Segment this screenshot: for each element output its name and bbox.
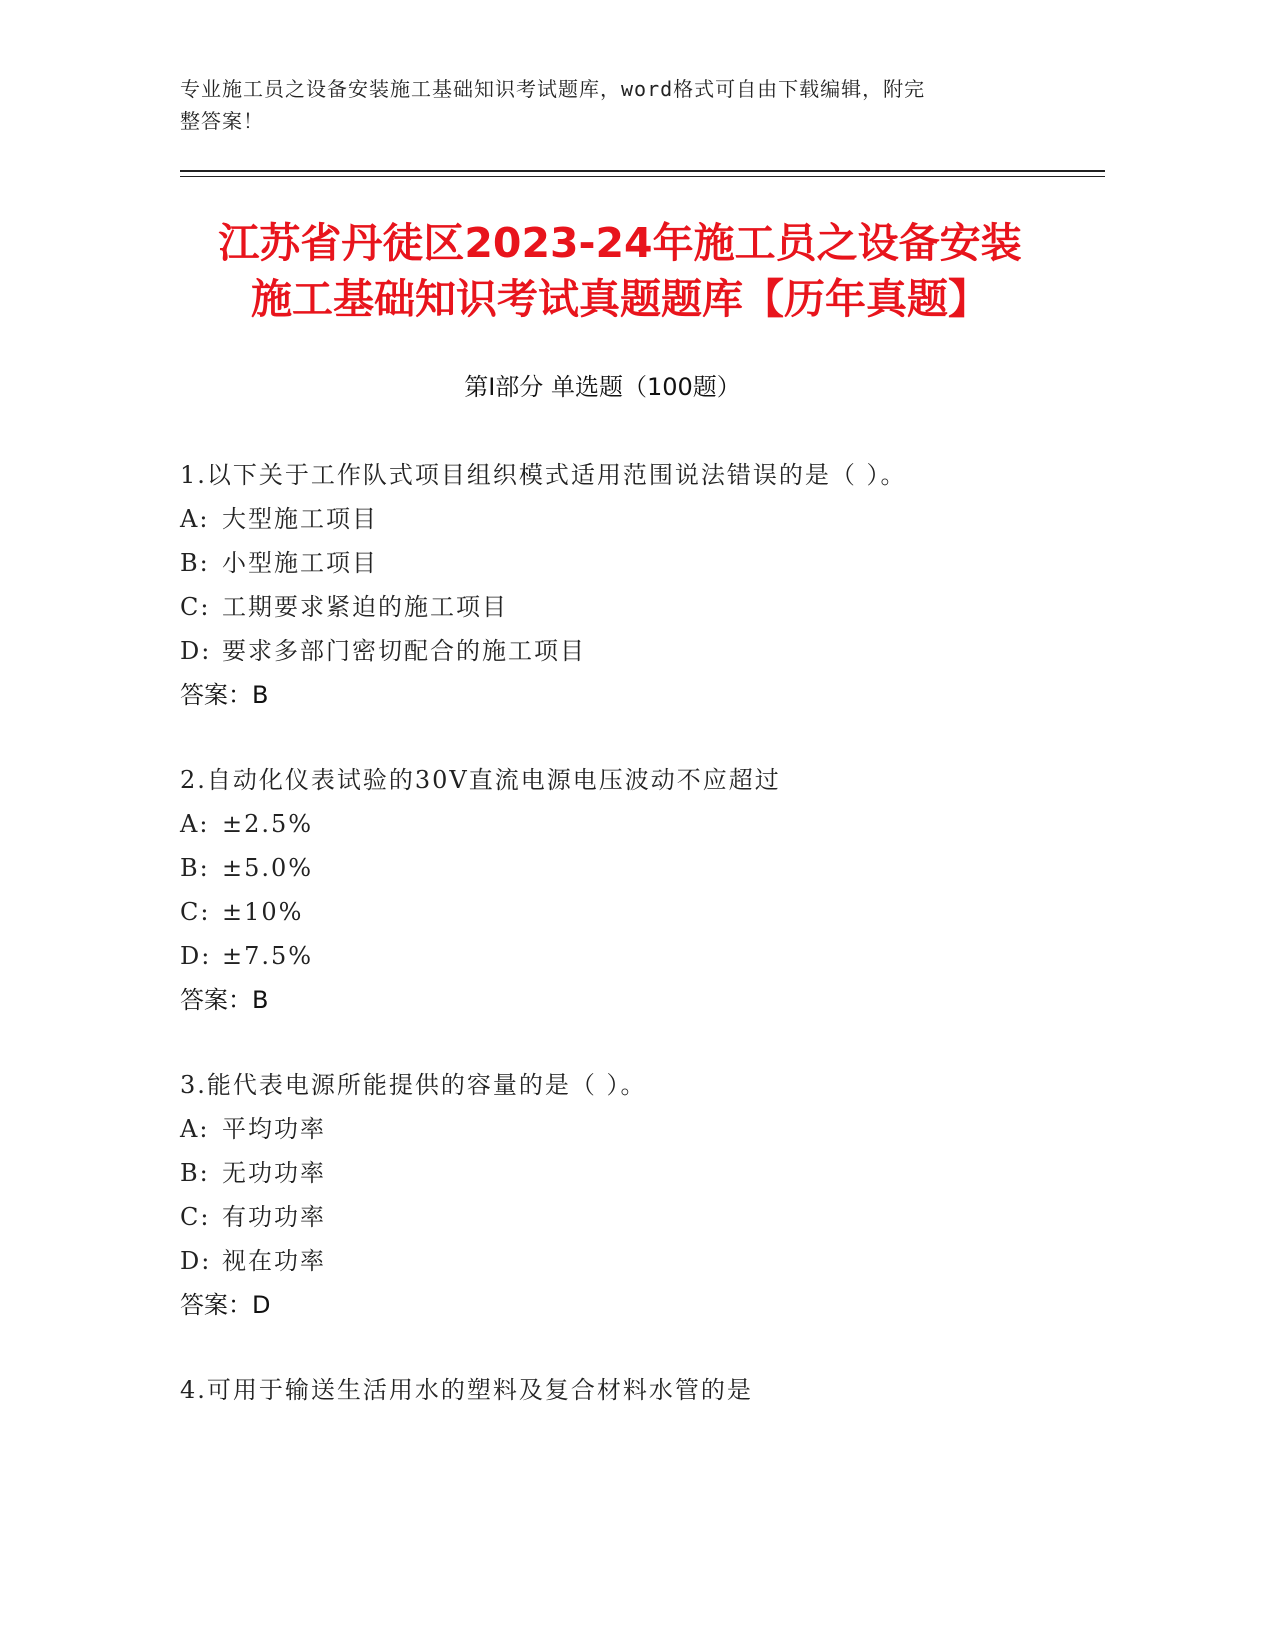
option-text: 有功功率: [222, 1203, 326, 1231]
option-a: [180, 1113, 1100, 1157]
option-text: 视在功率: [222, 1247, 326, 1275]
question-4: [180, 1374, 1100, 1418]
option-text: 工期要求紧迫的施工项目: [222, 593, 508, 621]
question-3: [180, 1069, 1100, 1333]
option-c: [180, 896, 1100, 940]
option-d: [180, 1245, 1100, 1289]
option-key: A:: [180, 1115, 210, 1143]
question-stem: 4.可用于输送生活用水的塑料及复合材料水管的是: [180, 1376, 753, 1404]
option-d: [180, 635, 1100, 679]
option-key: B:: [180, 854, 210, 882]
option-a: [180, 503, 1100, 547]
intro-text: [180, 73, 1040, 137]
header-divider: [180, 170, 1105, 172]
option-b: [180, 852, 1100, 896]
option-text: ±5.0%: [222, 854, 314, 882]
option-text: 平均功率: [222, 1115, 326, 1143]
intro-line: 整答案！: [180, 109, 264, 133]
option-d: [180, 940, 1100, 984]
title-line: 施工基础知识考试真题题库【历年真题】: [251, 275, 989, 323]
question-stem: 2.自动化仪表试验的30V直流电源电压波动不应超过: [180, 766, 781, 794]
option-key: B:: [180, 549, 210, 577]
option-b: [180, 1157, 1100, 1201]
option-c: [180, 1201, 1100, 1245]
answer-label: 答案：B: [180, 986, 269, 1014]
option-key: D:: [180, 942, 212, 970]
header-divider-thin: [180, 176, 1105, 177]
option-text: ±2.5%: [222, 810, 314, 838]
option-a: [180, 808, 1100, 852]
intro-line: 专业施工员之设备安装施工基础知识考试题库，word格式可自由下载编辑，附完: [180, 77, 926, 101]
option-c: [180, 591, 1100, 635]
option-key: D:: [180, 637, 212, 665]
question-1: [180, 459, 1100, 723]
option-key: D:: [180, 1247, 212, 1275]
answer-label: 答案：D: [180, 1291, 271, 1319]
option-key: C:: [180, 593, 211, 621]
option-text: ±10%: [222, 898, 304, 926]
option-text: 无功功率: [222, 1159, 326, 1187]
question-stem: 3.能代表电源所能提供的容量的是（ ）。: [180, 1071, 647, 1099]
option-b: [180, 547, 1100, 591]
option-key: A:: [180, 505, 210, 533]
title-line: 江苏省丹徒区2023-24年施工员之设备安装: [218, 219, 1022, 267]
question-2: [180, 764, 1100, 1028]
section-title: 第Ⅰ部分 单选题（100题）: [464, 373, 741, 401]
question-stem: 1.以下关于工作队式项目组织模式适用范围说法错误的是（ ）。: [180, 461, 907, 489]
option-key: B:: [180, 1159, 210, 1187]
option-text: 要求多部门密切配合的施工项目: [222, 637, 586, 665]
document-title: [170, 215, 1070, 327]
option-key: C:: [180, 898, 211, 926]
option-key: A:: [180, 810, 210, 838]
answer-label: 答案：B: [180, 681, 269, 709]
option-key: C:: [180, 1203, 211, 1231]
option-text: ±7.5%: [222, 942, 314, 970]
option-text: 小型施工项目: [222, 549, 378, 577]
option-text: 大型施工项目: [222, 505, 378, 533]
